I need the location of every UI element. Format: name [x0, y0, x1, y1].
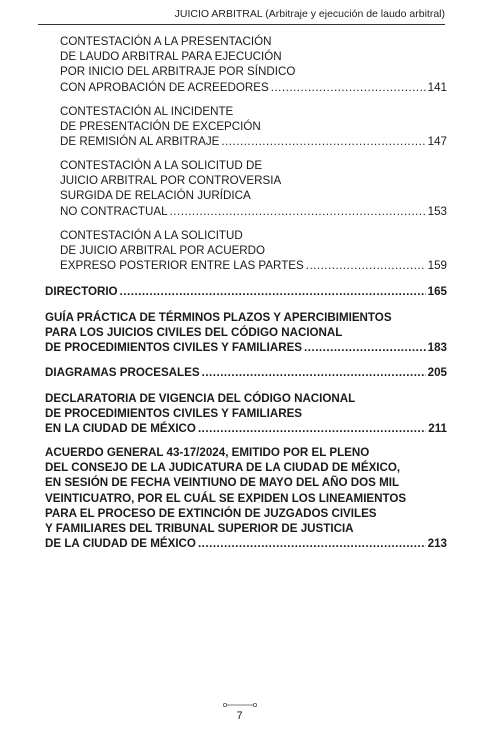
toc-entry-line: CONTESTACIÓN A LA SOLICITUD — [60, 229, 243, 242]
page-number: 7 — [236, 710, 243, 722]
toc-entry-line: DE PRESENTACIÓN DE EXCEPCIÓN — [60, 120, 261, 134]
dot-leader — [198, 536, 426, 551]
toc-entry-line: SURGIDA DE RELACIÓN JURÍDICA — [60, 189, 251, 203]
toc-entry-line: DIAGRAMAS PROCESALES — [45, 366, 200, 379]
footer-ornament — [222, 702, 258, 708]
toc-entry-line: DE LA CIUDAD DE MÉXICO — [45, 537, 196, 551]
toc-entry-line: CONTESTACIÓN A LA PRESENTACIÓN — [60, 35, 272, 48]
toc-entry — [45, 391, 447, 437]
toc-entry — [60, 34, 447, 95]
toc-entry-line: POR INICIO DEL ARBITRAJE POR SÍNDICO — [60, 65, 296, 79]
toc-entry-line: JUICIO ARBITRAL POR CONTROVERSIA — [60, 174, 282, 188]
toc-entry-line: DE PROCEDIMIENTOS CIVILES Y FAMILIARES — [45, 341, 303, 355]
toc-entry-line: NO CONTRACTUAL — [60, 204, 168, 218]
toc-entry-line: PARA EL PROCESO DE EXTINCIÓN DE JUZGADOS CIVILES — [45, 506, 377, 520]
toc-entry-line: DE LAUDO ARBITRAL PARA EJECUCIÓN — [60, 50, 282, 64]
dot-leader — [271, 80, 426, 95]
toc-entry-line: EN SESIÓN DE FECHA VEINTIUNO DE MAYO DEL AÑO DOS MIL — [45, 476, 400, 490]
toc-page-number: 183 — [427, 341, 447, 355]
dot-leader — [306, 258, 426, 273]
toc-entry-line: GUÍA PRÁCTICA DE TÉRMINOS PLAZOS Y APERCIBIMIENTOS — [45, 311, 392, 324]
running-header: JUICIO ARBITRAL (Arbitraje y ejecución de laudo arbitral) — [174, 8, 445, 20]
toc-entry — [45, 365, 447, 380]
dot-leader — [120, 284, 426, 299]
toc-entry-line: DE PROCEDIMIENTOS CIVILES Y FAMILIARES — [45, 407, 303, 421]
toc-entry-line: DIRECTORIO — [45, 285, 118, 298]
toc-page-number: 147 — [427, 135, 447, 149]
toc-entry-line: DECLARATORIA DE VIGENCIA DEL CÓDIGO NACIONAL — [45, 392, 356, 405]
toc-entry-line: ACUERDO GENERAL 43-17/2024, EMITIDO POR EL PLENO — [45, 446, 370, 459]
toc-page-number: 211 — [428, 422, 447, 436]
toc-entry — [60, 228, 447, 274]
header-rule — [38, 24, 445, 25]
toc-page-number: 213 — [427, 537, 447, 551]
toc-entry-line: EN LA CIUDAD DE MÉXICO — [45, 422, 196, 436]
toc-entry-line: Y FAMILIARES DEL TRIBUNAL SUPERIOR DE JUSTICIA — [45, 522, 354, 536]
dot-leader — [170, 204, 426, 219]
toc-entry — [60, 158, 447, 219]
toc-entry-line: DE REMISIÓN AL ARBITRAJE — [60, 135, 220, 149]
toc-page-number: 165 — [427, 285, 447, 298]
dot-leader — [202, 365, 426, 380]
dot-leader — [221, 134, 425, 149]
toc-entry — [45, 445, 447, 551]
toc-entry — [45, 284, 447, 299]
toc-entry — [60, 104, 447, 150]
dot-leader — [304, 340, 426, 355]
toc-entry-line: DEL CONSEJO DE LA JUDICATURA DE LA CIUDAD DE MÉXICO, — [45, 461, 401, 475]
toc-page-number: 159 — [427, 259, 447, 273]
toc-entry-line: PARA LOS JUICIOS CIVILES DEL CÓDIGO NACIONAL — [45, 326, 343, 340]
toc-entry-line: CON APROBACIÓN DE ACREEDORES — [60, 80, 269, 94]
toc-entry — [45, 310, 447, 356]
toc-entry-line: EXPRESO POSTERIOR ENTRE LAS PARTES — [60, 259, 304, 273]
toc-entry-line: CONTESTACIÓN AL INCIDENTE — [60, 105, 234, 118]
toc-page-number: 141 — [427, 80, 447, 94]
toc-entry-line: VEINTICUATRO, POR EL CUÁL SE EXPIDEN LOS LINEAMIENTOS — [45, 491, 407, 505]
toc-page-number: 153 — [427, 204, 447, 218]
dot-leader — [198, 421, 426, 436]
toc-entry-line: DE JUICIO ARBITRAL POR ACUERDO — [60, 244, 266, 258]
toc-page-number: 205 — [427, 366, 447, 379]
toc-entry-line: CONTESTACIÓN A LA SOLICITUD DE — [60, 159, 263, 172]
